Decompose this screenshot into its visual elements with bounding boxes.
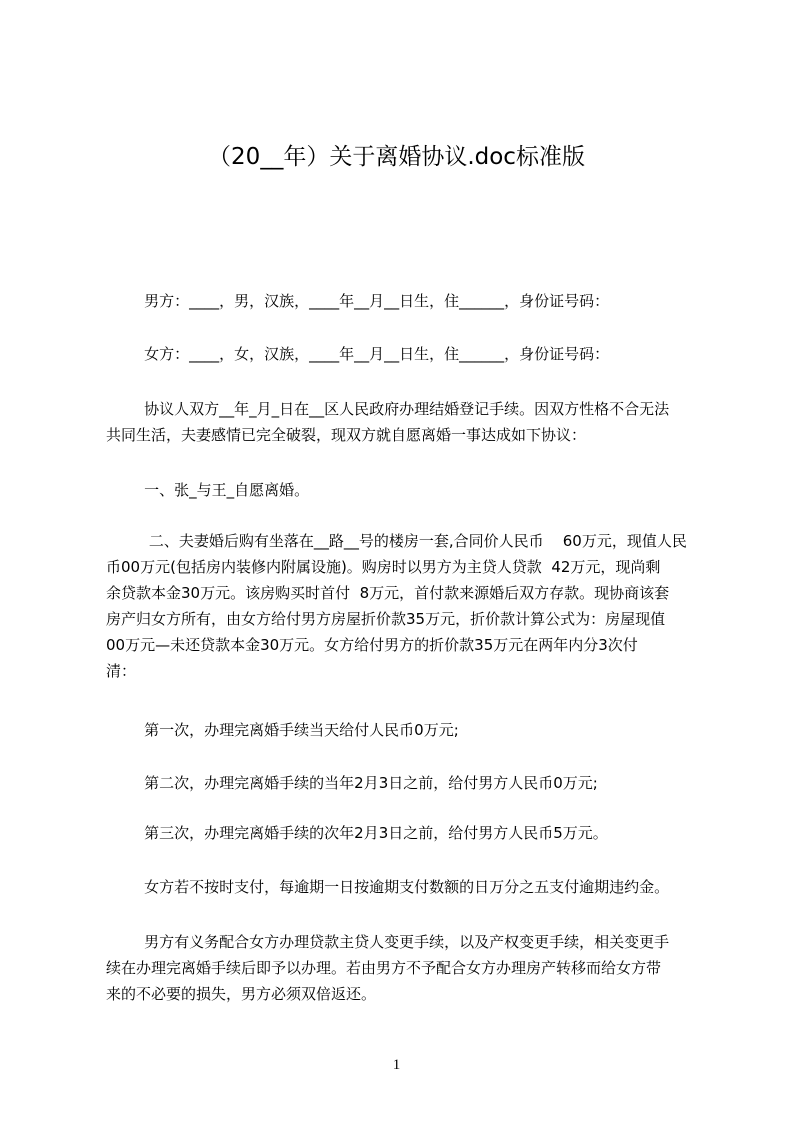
page-number: 1 bbox=[392, 1057, 401, 1073]
paragraph-female-party bbox=[106, 341, 708, 367]
document-title: （20__年）关于离婚协议.doc标准版 bbox=[208, 144, 585, 170]
paragraph-line: 男方有义务配合女方办理贷款主贷人变更手续，以及产权变更手续，相关变更手 bbox=[106, 933, 670, 951]
paragraph-male-party bbox=[106, 288, 708, 314]
paragraph-line: 协议人双方__年_月_日在__区人民政府办理结婚登记手续。因双方性格不合无法 bbox=[106, 400, 670, 418]
paragraph-obligation bbox=[106, 929, 708, 1007]
paragraph-line: 余贷款本金30万元。该房购买时首付 8万元，首付款来源婚后双方存款。现协商该套 bbox=[106, 584, 670, 602]
paragraph-line: 第二次，办理完离婚手续的当年2月3日之前，给付男方人民币0万元; bbox=[106, 774, 598, 792]
paragraph-line: 第一次，办理完离婚手续当天给付人民币0万元; bbox=[106, 721, 459, 739]
paragraph-line: 一、张_与王_自愿离婚。 bbox=[106, 481, 310, 499]
paragraph-payment-1 bbox=[106, 717, 708, 743]
paragraph-line: 女方若不按时支付，每逾期一日按逾期支付数额的日万分之五支付逾期违约金。 bbox=[106, 878, 670, 896]
paragraph-line: 续在办理完离婚手续后即予以办理。若由男方不予配合女方办理房产转移而给女方带 bbox=[106, 959, 662, 977]
paragraph-preamble bbox=[106, 396, 708, 448]
paragraph-payment-2 bbox=[106, 770, 708, 796]
paragraph-clause-2 bbox=[106, 528, 708, 684]
paragraph-line: 来的不必要的损失，男方必须双倍返还。 bbox=[106, 985, 377, 1003]
paragraph-line: 房产归女方所有，由女方给付男方房屋折价款35万元，折价款计算公式为：房屋现值 bbox=[106, 610, 666, 628]
paragraph-line: 第三次，办理完离婚手续的次年2月3日之前，给付男方人民币5万元。 bbox=[106, 824, 608, 842]
paragraph-payment-3 bbox=[106, 820, 708, 846]
paragraph-penalty bbox=[106, 874, 708, 900]
paragraph-line: 清： bbox=[106, 662, 137, 680]
paragraph-line: 共同生活，夫妻感情已完全破裂，现双方就自愿离婚一事达成如下协议： bbox=[106, 426, 587, 444]
paragraph-clause-1 bbox=[106, 477, 708, 503]
paragraph-line: 女方：____，女，汉族，____年__月__日生，住______，身份证号码： bbox=[106, 345, 610, 363]
paragraph-line: 00万元—未还贷款本金30万元。女方给付男方的折价款35万元在两年内分3次付 bbox=[106, 636, 638, 654]
paragraph-line: 币00万元(包括房内装修内附属设施)。购房时以男方为主贷人贷款 42万元，现尚剩 bbox=[106, 558, 661, 576]
paragraph-line: 二、夫妻婚后购有坐落在__路__号的楼房一套,合同价人民币 60万元，现值人民 bbox=[106, 532, 687, 550]
paragraph-line: 男方：____，男，汉族，____年__月__日生，住______，身份证号码： bbox=[106, 292, 610, 310]
